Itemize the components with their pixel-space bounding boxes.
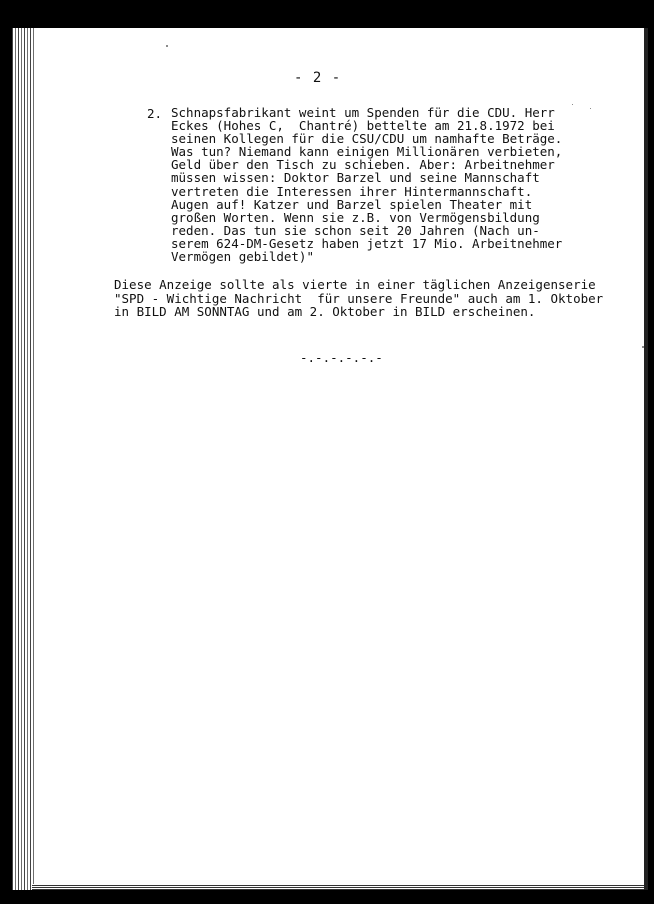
document-page bbox=[12, 28, 648, 890]
page-bottom-edge bbox=[32, 884, 648, 890]
scan-speck bbox=[642, 346, 644, 348]
page-binding-edge bbox=[12, 28, 34, 890]
text-line: Eckes (Hohes C, Chantré) bettelte am 21.8.1972 bei bbox=[171, 118, 555, 134]
scan-speck bbox=[590, 108, 591, 109]
text-line: in BILD AM SONNTAG und am 2. Oktober in BILD erscheinen. bbox=[114, 304, 536, 319]
scan-speck bbox=[166, 45, 168, 47]
item-text bbox=[171, 106, 562, 263]
text-line: reden. Das tun sie schon seit 20 Jahren (Nach un- bbox=[171, 222, 540, 238]
text-line: müssen wissen: Doktor Barzel und seine Mannschaft bbox=[171, 170, 540, 186]
end-marker: -.-.-.-.-.- bbox=[300, 350, 383, 365]
scan-speck bbox=[572, 104, 573, 105]
page-right-edge bbox=[644, 28, 648, 890]
text-line: Schnapsfabrikant weint um Spenden für die CDU. Herr bbox=[171, 105, 555, 120]
text-line: serem 624-DM-Gesetz haben jetzt 17 Mio. Arbeitnehmer bbox=[171, 235, 563, 251]
text-line: Vermögen gebildet)" bbox=[171, 249, 314, 265]
text-line: Geld über den Tisch zu schieben. Aber: Arbeitnehmer bbox=[171, 157, 555, 173]
text-line: Was tun? Niemand kann einigen Millionären verbieten, bbox=[171, 144, 563, 160]
text-line: Diese Anzeige sollte als vierte in einer täglichen Anzeigenserie bbox=[114, 277, 596, 292]
text-line: Augen auf! Katzer und Barzel spielen Theater mit bbox=[171, 196, 533, 212]
text-line: großen Worten. Wenn sie z.B. von Vermögensbildung bbox=[171, 209, 540, 225]
text-line: seinen Kollegen für die CSU/CDU um namhafte Beträge. bbox=[171, 131, 563, 147]
text-line: vertreten die Interessen ihrer Hintermannschaft. bbox=[171, 183, 533, 199]
page-number: - 2 - bbox=[294, 70, 342, 86]
text-line: "SPD - Wichtige Nachricht für unsere Freunde" auch am 1. Oktober bbox=[114, 290, 604, 306]
item-number: 2. bbox=[147, 106, 163, 121]
notice-paragraph bbox=[114, 278, 603, 319]
